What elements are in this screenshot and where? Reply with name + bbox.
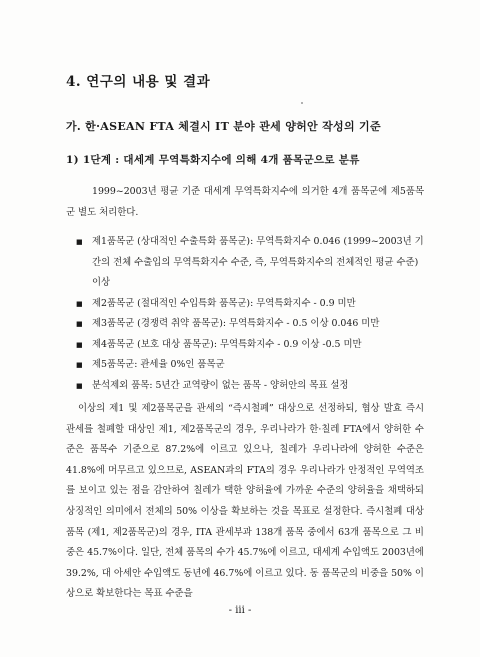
step-heading: 1) 1단계 : 대세계 무역특화지수에 의해 4개 품목군으로 분류: [66, 154, 360, 166]
list-item: ■ 제3품목군 (경쟁력 취약 품목군): 무역특화지수 - 0.5 이상 0.046 미만: [76, 314, 424, 335]
section-heading: 4. 연구의 내용 및 결과: [66, 74, 211, 90]
intro-paragraph: 1999~2003년 평균 기준 대세계 무역특화지수에 의거한 4개 품목군에 제5품목군 별도 처리한다.: [66, 186, 424, 218]
subsection-heading: 가. 한·ASEAN FTA 체결시 IT 분야 관세 양허안 작성의 기준: [66, 120, 381, 133]
list-item: ■ 분석제외 품목: 5년간 교역량이 없는 품목 - 양허안의 목표 설정: [76, 376, 424, 397]
body-paragraph: 이상의 제1 및 제2품목군을 관세의 “즉시철폐” 대상으로 선정하되, 협상 발효 즉시 관세를 철폐할 대상인 제1, 제2품목군의 경우, 우리나라가 한·칠레 FTA에서 양허한 수준은 품목수 기준으로 87.2%에 이르고 있으나, 칠레가 우리나라에 양허한 수준은 41.8%에 머무르고 있으므로, ASEAN과의 FTA의 경우 우리나라가 안정적인 무역역조를 보이고 있는 점을 감안하여 칠레가 택한 양허율에 가까운 수준의 양허율을 채택하되 상징적인 의미에서 전체의 50% 이상을 확보하는 것을 목표로 설정한다. 즉시철폐 대상품목 (제1, 제2품목군)의 경우, ITA 관세부과 138개 품목 중에서 63개 품목으로 그 비중은 45.7%이다. 일단, 전체 품목의 수가 45.7%에 이르고, 대세계 수입액도 2003년에 39.2%, 대 아세안 수입액도 동년에 46.7%에 이르고 있다. 동 품목군의 비중을 50% 이상으로 확보한다는 목표 수준을: [66, 403, 424, 600]
page-number: - iii -: [228, 605, 252, 616]
list-item: ■ 제2품목군 (절대적인 수입특화 품목군): 무역특화지수 - 0.9 미만: [76, 294, 424, 315]
list-item: ■ 제4품목군 (보호 대상 품목군): 무역특화지수 - 0.9 이상 -0.5 미만: [76, 335, 424, 356]
criteria-list: [76, 232, 424, 396]
list-item: ■ 제5품목군: 관세율 0%인 품목군: [76, 355, 424, 376]
list-item: ■ 제1품목군 (상대적인 수출특화 품목군): 무역특화지수 0.046 (1999~2003년 기간의 전체 수출입의 무역특화지수 수준, 즉, 무역특화지수의 전체적인 평균 수준) 이상: [76, 232, 424, 294]
scan-speck: [301, 102, 303, 104]
